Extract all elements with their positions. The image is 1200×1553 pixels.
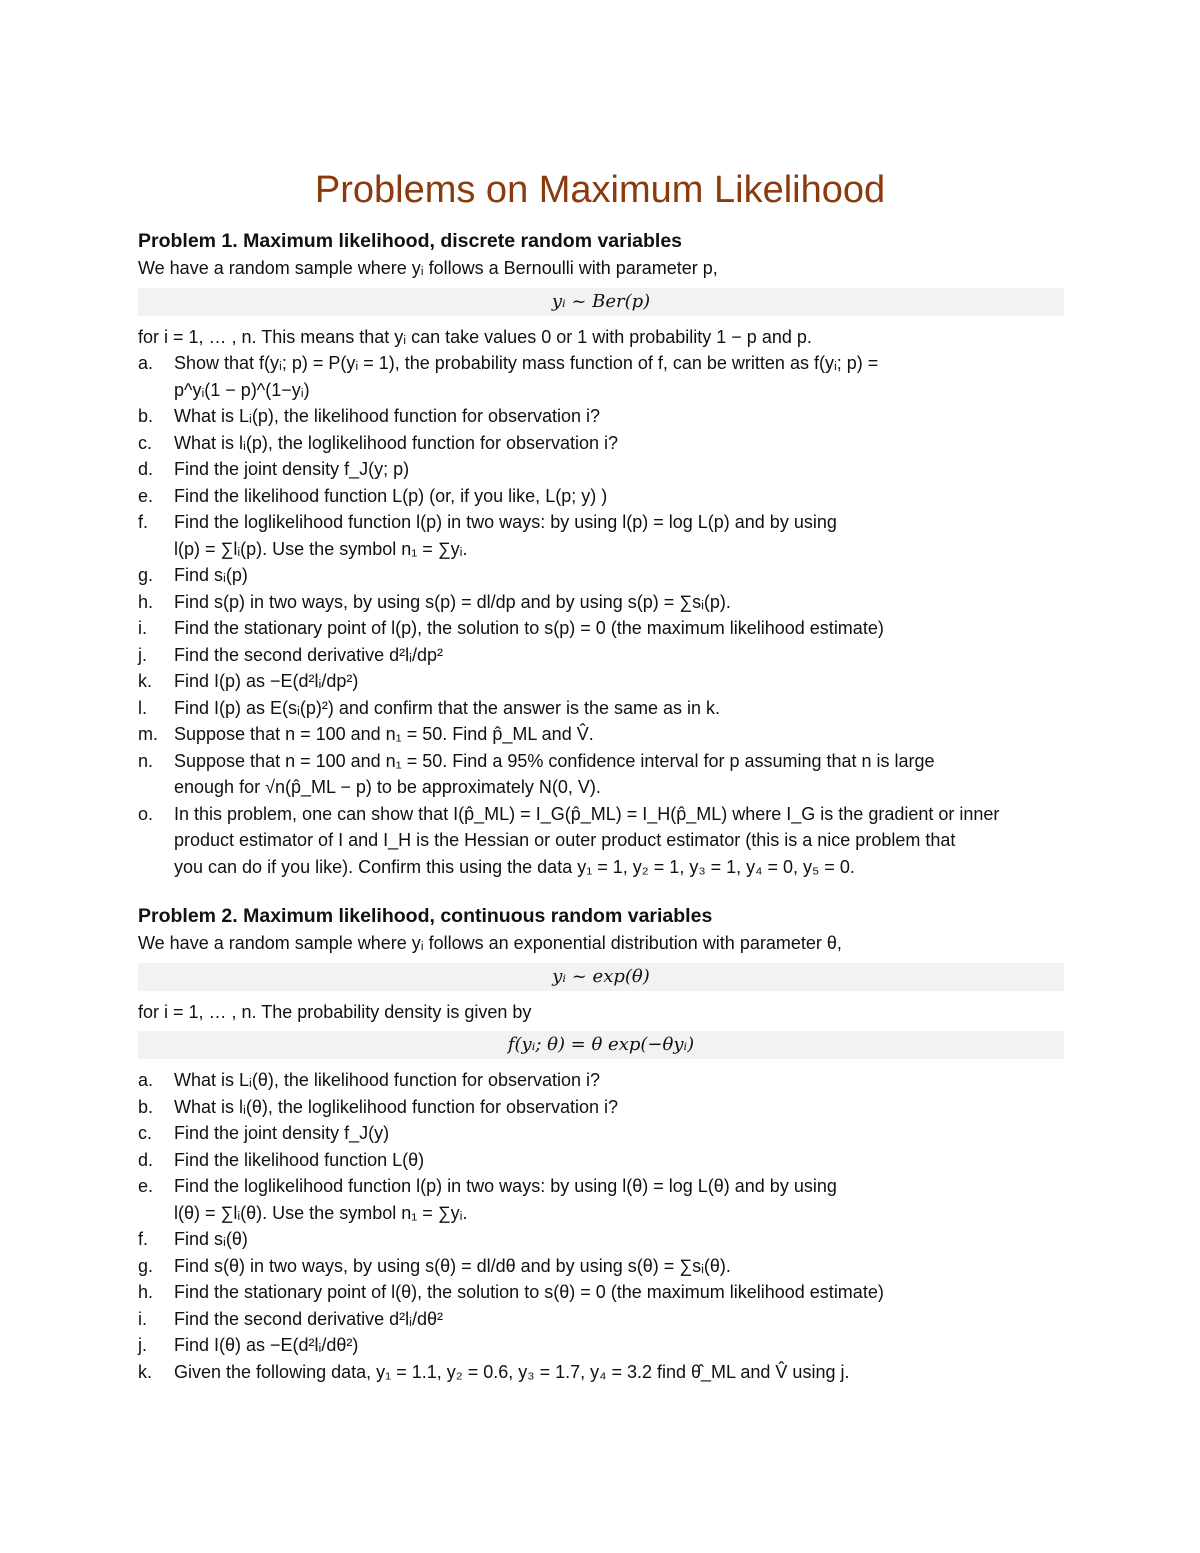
question-label: c. [138,432,153,453]
problem-1-after-text: for i = 1, … , n. This means that yᵢ can take values 0 or 1 with probability 1 − p and p. [138,326,812,347]
problem-2-density-equation: f(yᵢ; θ) = θ exp(−θyᵢ) [138,1031,1064,1059]
question-item [138,1173,1064,1226]
question-label: g. [138,565,154,585]
question-item [138,562,1064,589]
problem-2-heading: Problem 2. Maximum likelihood, continuous random variables [138,905,713,927]
question-label: a. [138,1070,154,1090]
question-label: j. [138,1335,147,1355]
question-label: k. [138,671,153,691]
question-label: o. [138,803,154,824]
question-text-line: l(θ) = ∑lᵢ(θ). Use the symbol n₁ = ∑yᵢ. [174,1202,468,1223]
question-item [138,456,1064,483]
question-label: h. [138,591,154,612]
problem-1-heading: Problem 1. Maximum likelihood, discrete random variables [138,230,683,252]
question-item [138,801,1064,881]
question-text-line: What is lᵢ(θ), the loglikelihood function for observation i? [174,1096,619,1117]
problem-2-question-list [138,1067,1064,1385]
question-label: e. [138,1176,154,1196]
problem-1-question-list [138,350,1064,880]
question-item [138,668,1064,695]
question-text-line: Find sᵢ(p) [174,565,248,585]
question-text-line: What is Lᵢ(θ), the likelihood function for observation i? [174,1070,601,1090]
question-item [138,695,1064,722]
question-item [138,1332,1064,1359]
question-label: d. [138,1149,154,1170]
question-text-line: Find the stationary point of l(θ), the solution to s(θ) = 0 (the maximum likelihood estimate) [174,1282,884,1302]
question-text-line: What is Lᵢ(p), the likelihood function for observation i? [174,406,601,426]
question-text-line: l(p) = ∑lᵢ(p). Use the symbol n₁ = ∑yᵢ. [174,538,468,559]
question-text-line: Find the loglikelihood function l(p) in two ways: by using l(θ) = log L(θ) and by using [174,1176,837,1196]
question-item [138,1226,1064,1253]
page-title: Problems on Maximum Likelihood [314,169,886,211]
question-item [138,483,1064,510]
question-text-line: Find the joint density f_J(y; p) [174,459,410,479]
problem-1-equation: yᵢ ~ Ber(p) [138,288,1064,316]
question-label: f. [138,512,149,532]
question-label: h. [138,1282,154,1302]
question-text-line: product estimator of I and I_H is the Hessian or outer product estimator (this is a nice problem that [174,830,956,850]
question-item [138,721,1064,748]
question-text-line: What is lᵢ(p), the loglikelihood function for observation i? [174,432,619,453]
question-item [138,430,1064,457]
question-item [138,350,1064,403]
question-label: c. [138,1123,153,1143]
problem-1-intro: We have a random sample where yᵢ follows a Bernoulli with parameter p, [138,258,718,278]
problem-2-section [138,903,1064,1385]
question-text-line: enough for √n(p̂_ML − p) to be approximately N(0, V). [174,777,601,797]
question-label: b. [138,406,154,426]
question-item [138,1067,1064,1094]
question-text-line: Find s(p) in two ways, by using s(p) = dl/dp and by using s(p) = ∑sᵢ(p). [174,591,731,612]
question-text-line: Find sᵢ(θ) [174,1229,248,1249]
question-text-line: Find I(p) as −E(d²lᵢ/dp²) [174,671,359,691]
question-text-line: Find the loglikelihood function l(p) in two ways: by using l(p) = log L(p) and by using [174,512,837,532]
question-text-line: Suppose that n = 100 and n₁ = 50. Find a 95% confidence interval for p assuming that n is large [174,750,935,771]
question-label: m. [138,724,158,744]
question-label: l. [138,697,147,718]
question-label: d. [138,459,154,479]
question-item [138,1120,1064,1147]
question-text-line: Show that f(yᵢ; p) = P(yᵢ = 1), the probability mass function of f, can be written as f(yᵢ; p) = [174,353,879,373]
question-label: k. [138,1361,153,1382]
question-text-line: Find the joint density f_J(y) [174,1123,390,1143]
question-text-line: Find I(p) as E(sᵢ(p)²) and confirm that the answer is the same as in k. [174,697,721,718]
question-text-line: Suppose that n = 100 and n₁ = 50. Find p̂_ML and V̂. [174,724,594,744]
question-text-line: Find the likelihood function L(θ) [174,1149,425,1170]
question-item [138,1253,1064,1280]
question-text-line: Find the second derivative d²lᵢ/dθ² [174,1308,443,1329]
question-item [138,1359,1064,1386]
question-label: g. [138,1255,154,1276]
question-text-line: p^yᵢ(1 − p)^(1−yᵢ) [174,379,310,400]
problem-2-after-text: for i = 1, … , n. The probability density is given by [138,1001,532,1022]
question-label: e. [138,485,154,506]
question-text-line: In this problem, one can show that I(p̂_ML) = I_G(p̂_ML) = I_H(p̂_ML) where I_G is the gradient or inner [174,803,1000,824]
question-text-line: Given the following data, y₁ = 1.1, y₂ = 0.6, y₃ = 1.7, y₄ = 3.2 find θ̂_ML and V̂ using j. [174,1361,850,1382]
question-text-line: Find I(θ) as −E(d²lᵢ/dθ²) [174,1335,359,1355]
question-item [138,1147,1064,1174]
question-label: i. [138,618,147,638]
question-label: j. [138,644,147,665]
question-item [138,1306,1064,1333]
question-item [138,589,1064,616]
question-text-line: Find the stationary point of l(p), the solution to s(p) = 0 (the maximum likelihood estimate) [174,618,884,638]
question-item [138,1094,1064,1121]
question-item [138,509,1064,562]
question-item [138,615,1064,642]
problem-2-intro: We have a random sample where yᵢ follows an exponential distribution with parameter θ, [138,933,842,953]
question-text-line: Find s(θ) in two ways, by using s(θ) = dl/dθ and by using s(θ) = ∑sᵢ(θ). [174,1255,731,1276]
question-label: i. [138,1308,147,1329]
question-label: f. [138,1229,149,1249]
question-text-line: Find the likelihood function L(p) (or, if you like, L(p; y) ) [174,485,608,506]
question-label: n. [138,750,154,771]
question-item [138,1279,1064,1306]
question-label: a. [138,353,154,373]
question-text-line: Find the second derivative d²lᵢ/dp² [174,644,443,665]
question-label: b. [138,1096,154,1117]
question-text-line: you can do if you like). Confirm this using the data y₁ = 1, y₂ = 1, y₃ = 1, y₄ = 0, y₅ = 0. [174,856,855,877]
question-item [138,642,1064,669]
problem-1-section [138,228,1064,880]
problem-2-equation: yᵢ ~ exp(θ) [138,963,1064,991]
question-item [138,403,1064,430]
question-item [138,748,1064,801]
